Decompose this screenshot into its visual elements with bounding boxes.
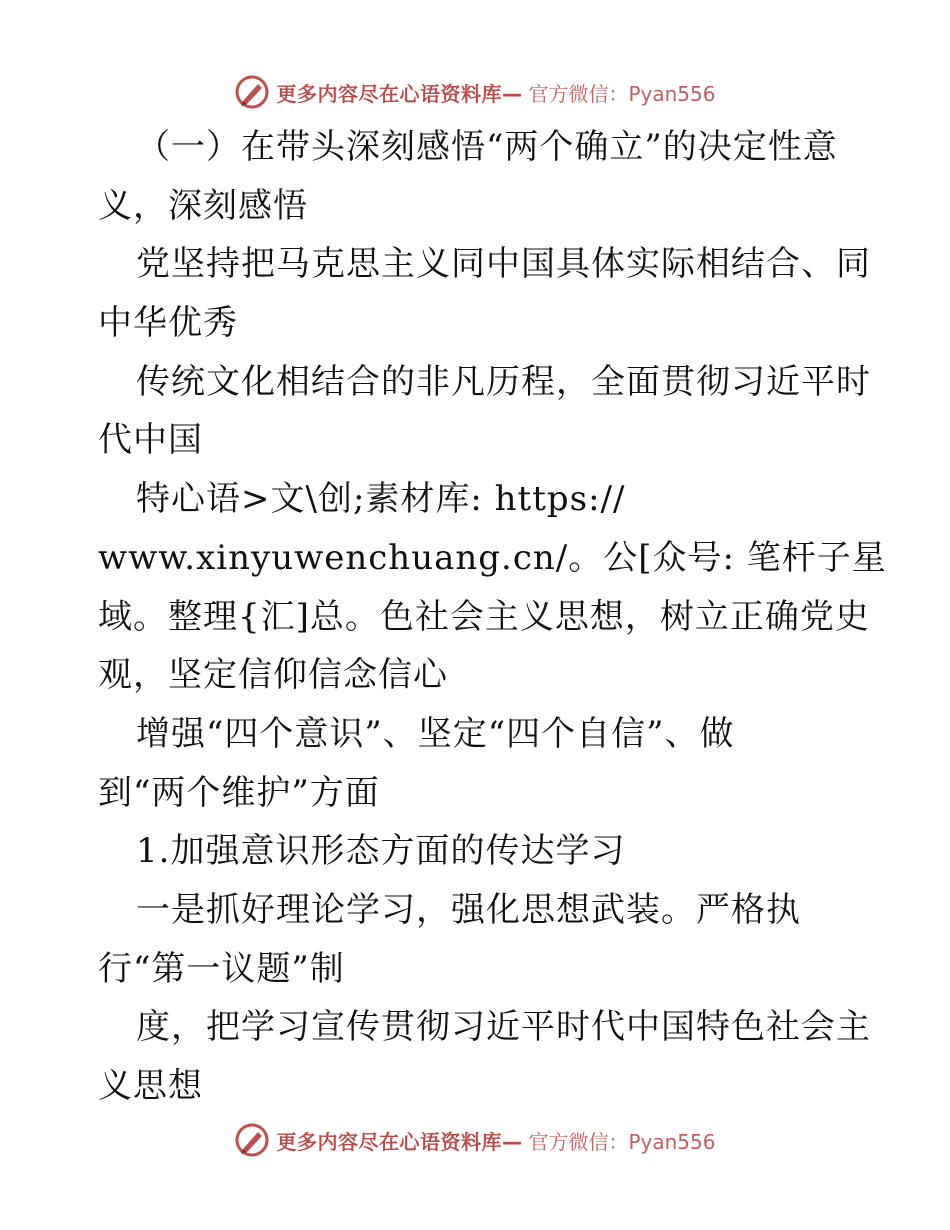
text-line: 代中国	[98, 420, 203, 461]
text-line: 观，坚定信仰信念信心	[98, 655, 448, 696]
text-line: 传统文化相结合的非凡历程，全面贯彻习近平时	[136, 361, 871, 402]
footer-banner-contact: 官方微信：Pyan556	[528, 1129, 716, 1154]
text-line: 中华优秀	[98, 303, 238, 344]
text-line: 义，深刻感悟	[98, 185, 308, 226]
text-line: 一是抓好理论学习，强化思想武装。严格执	[136, 889, 801, 930]
text-line: 域。整理{汇]总。色社会主义思想，树立正确党史	[98, 596, 870, 637]
text-line: 党坚持把马克思主义同中国具体实际相结合、同	[136, 244, 871, 285]
text-line: 义思想	[98, 1066, 203, 1106]
text-line: 度，把学习宣传贯彻习近平时代中国特色社会主	[136, 1007, 871, 1048]
document-body	[98, 118, 887, 1116]
text-line: 特心语>文\创;素材库: https://	[136, 479, 626, 520]
text-line: www.xinyuwenchuang.cn/。公[众号: 笔杆子星	[98, 537, 887, 578]
section-heading: 1.加强意识形态方面的传达学习	[136, 831, 626, 872]
text-line: 行“第一议题”制	[98, 948, 345, 989]
header-banner-text: 更多内容尽在心语资料库—	[276, 81, 523, 106]
header-banner	[0, 72, 950, 112]
text-line: 增强“四个意识”、坚定“四个自信”、做	[136, 713, 735, 754]
header-banner-contact: 官方微信：Pyan556	[528, 81, 716, 106]
pen-logo-icon	[234, 1122, 270, 1158]
footer-banner-text: 更多内容尽在心语资料库—	[276, 1129, 523, 1154]
text-line: （一）在带头深刻感悟“两个确立”的决定性意	[136, 127, 838, 167]
pen-logo-icon	[234, 74, 270, 110]
footer-banner	[0, 1120, 950, 1160]
text-line: 到“两个维护”方面	[98, 772, 380, 813]
